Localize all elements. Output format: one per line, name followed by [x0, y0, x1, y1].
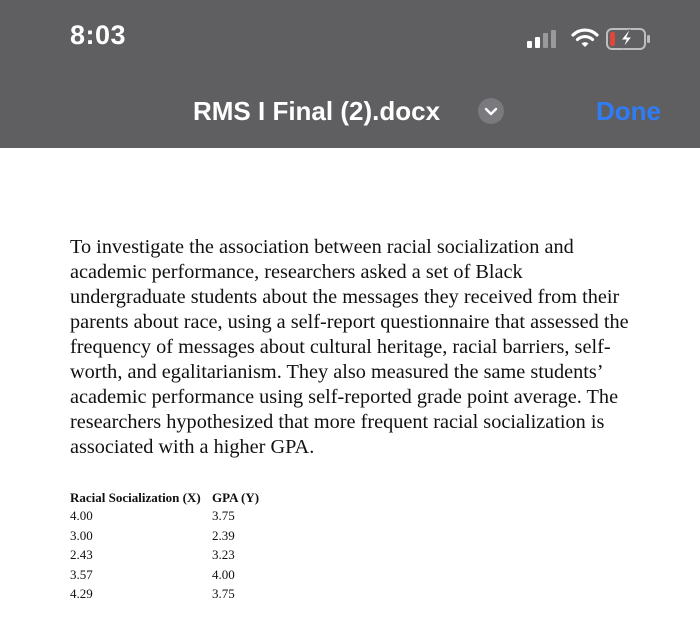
table-cell: 3.75: [212, 586, 235, 601]
status-icons: [525, 22, 665, 52]
cellular-signal-icon: [525, 30, 561, 48]
data-table: [70, 489, 330, 604]
table-cell: 4.29: [70, 586, 93, 601]
table-cell: 3.23: [212, 547, 235, 562]
column-header-gpa: GPA (Y): [212, 490, 260, 505]
table-row: [70, 526, 330, 546]
battery-charging-icon: [606, 28, 652, 50]
top-bar: [0, 0, 700, 148]
column-header-racial-socialization: Racial Socialization (X): [70, 490, 201, 505]
done-button[interactable]: Done: [596, 96, 661, 126]
document-body: [70, 235, 630, 460]
status-time: 8:03: [70, 20, 127, 50]
wifi-icon: [571, 27, 599, 49]
document-title[interactable]: RMS I Final (2).docx: [193, 96, 441, 126]
table-row: [70, 584, 330, 604]
document-paragraph: To investigate the association between racial socialization and academic performance, researchers asked a set of Black undergraduate students about the messages they received from their parents about race, using a self-report questionnaire that assessed the frequency of messages about cultural heritage, racial barriers, self-worth, and egalitarianism. They also measured the same students’ academic performance using self-reported grade point average. The researchers hypothesized that more frequent racial socialization is associated with a higher GPA.: [70, 236, 629, 458]
table-header-row: [70, 489, 330, 506]
table-cell: 3.57: [70, 566, 93, 582]
table-cell: 3.75: [212, 508, 235, 523]
table-cell: 2.43: [70, 547, 93, 562]
table-row: [70, 545, 330, 565]
table-cell: 4.00: [70, 508, 93, 523]
title-row: [0, 92, 700, 134]
table-row: [70, 565, 330, 585]
chevron-down-icon: [478, 98, 504, 124]
table-cell: 3.00: [70, 527, 93, 543]
table-cell: 4.00: [212, 566, 235, 582]
table-cell: 2.39: [212, 527, 235, 543]
title-menu-button[interactable]: [478, 98, 504, 124]
table-row: [70, 506, 330, 526]
